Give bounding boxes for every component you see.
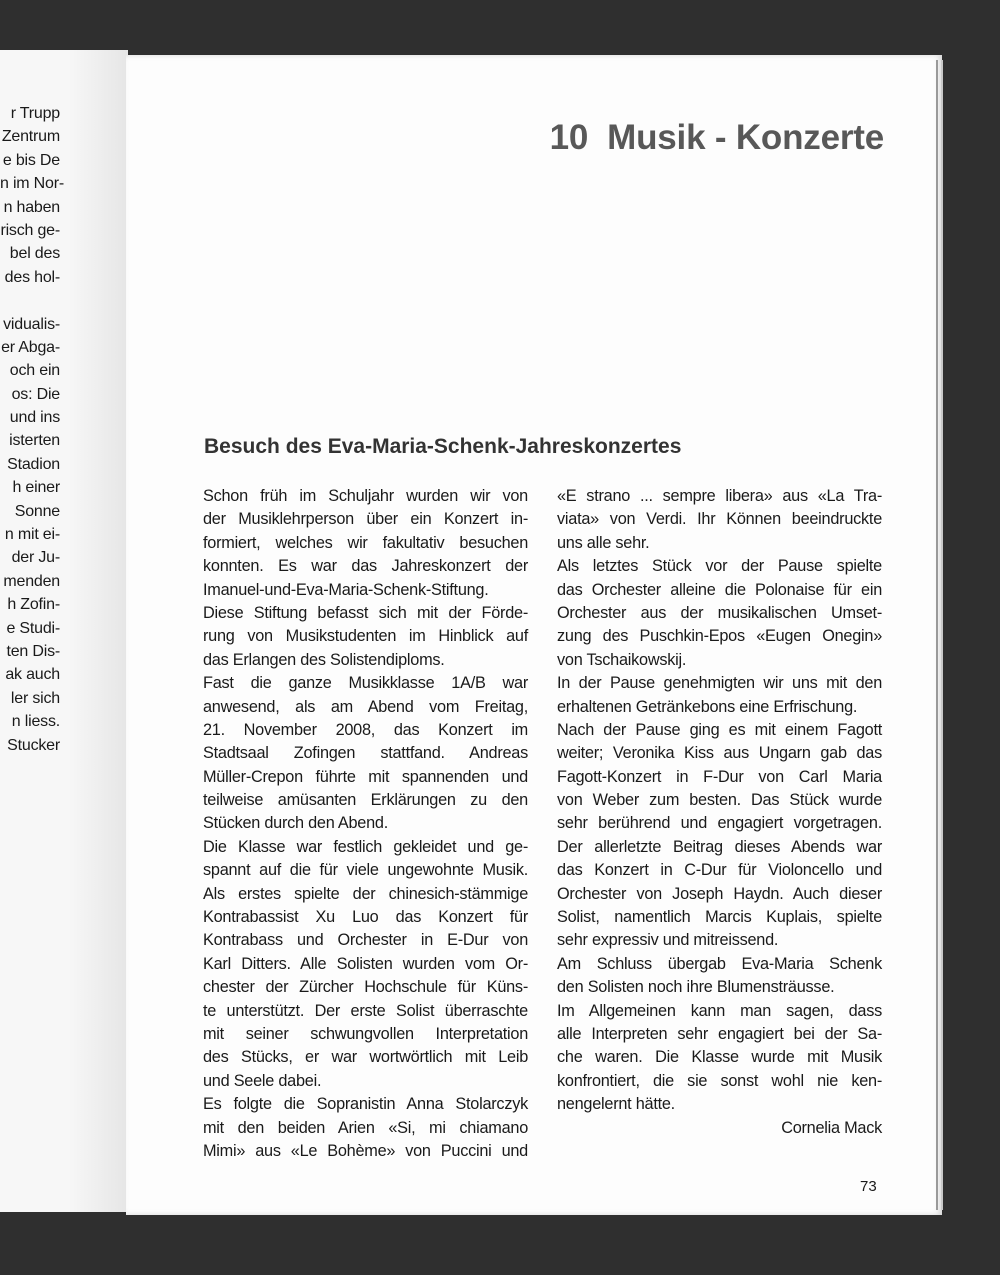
text-line: konnten. Es war das Jahreskonzert der <box>203 557 528 576</box>
text-line: Karl Ditters. Alle Solisten wurden vom Or- <box>203 954 528 973</box>
text-line: das Erlangen des Solistendiploms. <box>203 650 445 669</box>
text-line: er Abga- <box>1 338 60 356</box>
text-line: Kontrabass und Orchester in E-Dur von <box>203 931 528 950</box>
text-line: von Weber zum besten. Das Stück wurde <box>557 791 882 810</box>
text-line: formiert, welches wir fakultativ besuchen <box>203 533 528 552</box>
text-line: konfrontiert, die sie sonst wohl nie ken- <box>557 1071 882 1090</box>
text-line: teilweise amüsanten Erklärungen zu den <box>203 791 528 810</box>
text-line: Fast die ganze Musikklasse 1A/B war <box>203 674 528 693</box>
text-line: Müller-Crepon führte mit spannenden und <box>203 767 528 786</box>
text-line: alle Interpreten sehr engagiert bei der Sa- <box>557 1024 882 1043</box>
text-line: Am Schluss übergab Eva-Maria Schenk <box>557 954 882 973</box>
text-line: nengelernt hätte. <box>557 1095 675 1114</box>
text-line: weiter; Veronika Kiss aus Ungarn gab das <box>557 744 882 763</box>
text-line: mit seiner schwungvollen Interpretation <box>203 1024 528 1043</box>
text-line: Fagott-Konzert in F-Dur von Carl Maria <box>557 767 882 786</box>
text-line: rung von Musikstudenten im Hinblick auf <box>203 627 528 646</box>
text-line: In der Pause genehmigten wir uns mit den <box>557 674 882 693</box>
article-right-column <box>557 485 882 1140</box>
text-line: das Orchester alleine die Polonaise für ein <box>557 580 882 599</box>
text-line: des hol- <box>4 268 60 286</box>
text-line: e Studi- <box>6 619 60 637</box>
text-line: erhaltenen Getränkebons eine Erfrischung. <box>557 697 858 716</box>
text-line: anwesend, als am Abend vom Freitag, <box>203 697 528 716</box>
text-line: zung des Puschkin-Epos «Eugen Onegin» <box>557 627 882 646</box>
text-line: von Tschaikowskij. <box>557 650 687 669</box>
text-line: Als erstes spielte der chinesich-stämmige <box>203 884 528 903</box>
text-line: sehr expressiv und mitreissend. <box>557 931 779 950</box>
text-line: des Stücks, er war wortwörtlich mit Leib <box>203 1048 528 1067</box>
text-line: spannt auf die für viele ungewohnte Musik. <box>203 861 528 880</box>
text-line: Stadion <box>7 455 60 473</box>
chapter-title: 10 Musik - Konzerte <box>549 118 884 157</box>
text-line: r Trupp <box>10 105 60 122</box>
text-line: e bis De <box>2 151 60 169</box>
text-line: Als letztes Stück vor der Pause spielte <box>557 557 882 576</box>
text-line: der Ju- <box>11 549 60 567</box>
text-line: Imanuel-und-Eva-Maria-Schenk-Stiftung. <box>203 580 489 599</box>
text-line: 21. November 2008, das Konzert im <box>203 720 528 739</box>
text-line: Stucker <box>7 736 60 754</box>
text-line: «E strano ... sempre libera» aus «La Tra- <box>557 487 882 505</box>
text-line: Es folgte die Sopranistin Anna Stolarczyk <box>203 1095 528 1114</box>
text-line <box>0 289 60 312</box>
article-heading: Besuch des Eva-Maria-Schenk-Jahreskonzertes <box>204 435 682 458</box>
text-line: Kontrabassist Xu Luo das Konzert für <box>203 908 528 927</box>
text-line: Stadtsaal Zofingen stattfand. Andreas <box>203 744 528 763</box>
text-line: Nach der Pause ging es mit einem Fagott <box>557 720 882 739</box>
text-line: Zentrum <box>1 128 60 146</box>
text-line: und ins <box>9 409 60 427</box>
page-edge <box>936 60 938 1210</box>
text-line: n mit ei- <box>4 526 60 544</box>
text-line: h Zofin- <box>7 596 60 614</box>
text-line: das Konzert in C-Dur für Violoncello und <box>557 861 882 880</box>
text-line: risch ge- <box>0 221 60 239</box>
text-line: mit den beiden Arien «Si, mi chiamano <box>203 1118 528 1137</box>
text-line: Die Klasse war festlich gekleidet und ge- <box>203 837 528 856</box>
text-line: Stücken durch den Abend. <box>203 814 388 833</box>
text-line: h einer <box>12 479 60 497</box>
text-line: Schon früh im Schuljahr wurden wir von <box>203 487 528 505</box>
text-line: und Seele dabei. <box>203 1071 322 1090</box>
page-number: 73 <box>860 1178 877 1195</box>
text-line: den Solisten noch ihre Blumensträusse. <box>557 978 835 997</box>
text-line: ak auch <box>5 666 60 684</box>
text-line: Mimi» aus «Le Bohème» von Puccini und <box>203 1141 528 1160</box>
text-line: os: Die <box>11 385 60 403</box>
text-line: Der allerletzte Beitrag dieses Abends war <box>557 837 882 856</box>
text-line: Orchester aus der musikalischen Umset- <box>557 603 882 622</box>
text-line: der Musiklehrperson über ein Konzert in- <box>203 510 528 529</box>
text-line: vidualis- <box>3 315 60 333</box>
text-line: isterten <box>9 432 60 450</box>
text-line: bel des <box>9 245 60 263</box>
text-line: menden <box>3 572 60 590</box>
left-page-text-fragment <box>0 102 64 757</box>
text-line: Im Allgemeinen kann man sagen, dass <box>557 1001 882 1020</box>
text-line: che waren. Die Klasse wurde mit Musik <box>557 1048 882 1067</box>
text-line: Diese Stiftung befasst sich mit der Förde- <box>203 603 528 622</box>
author-signature: Cornelia Mack <box>781 1118 882 1137</box>
text-line: viata» von Verdi. Ihr Können beeindruckte <box>557 510 882 529</box>
text-line: och ein <box>9 362 60 380</box>
text-line: n im Nor- <box>0 175 64 193</box>
text-line: chester der Zürcher Hochschule für Küns- <box>203 978 528 997</box>
text-line: sehr berührend und engagiert vorgetragen. <box>557 814 882 833</box>
text-line: ler sich <box>10 689 60 707</box>
text-line: n liess. <box>11 713 60 731</box>
text-line: Sonne <box>14 502 60 520</box>
text-line: ten Dis- <box>6 642 60 660</box>
page-edge <box>941 60 943 1210</box>
text-line: n haben <box>3 198 60 216</box>
text-line: Orchester von Joseph Haydn. Auch dieser <box>557 884 882 903</box>
text-line: Solist, namentlich Marcis Kuplais, spielte <box>557 908 882 927</box>
text-line: uns alle sehr. <box>557 533 650 552</box>
text-line: te unterstützt. Der erste Solist überraschte <box>203 1001 528 1020</box>
article-left-column <box>203 485 528 1163</box>
